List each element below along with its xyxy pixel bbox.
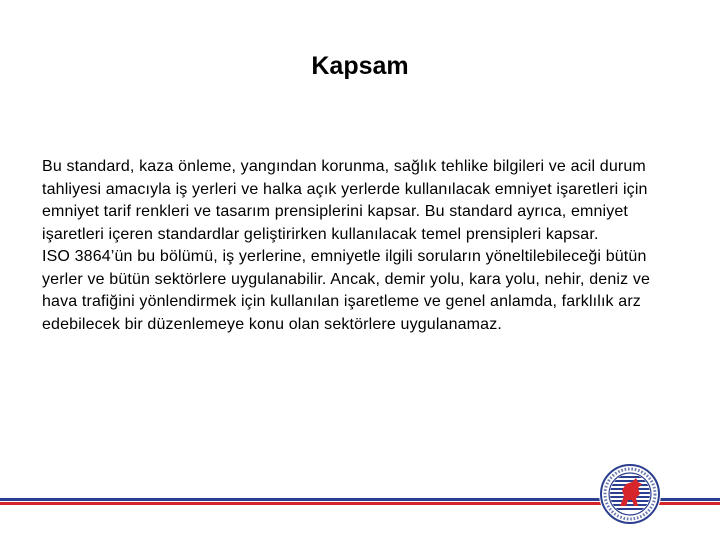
slide-body — [42, 156, 682, 336]
slide-title: Kapsam — [311, 52, 409, 80]
university-seal-icon — [598, 462, 662, 526]
body-paragraph-scope: Bu standard, kaza önleme, yangından korunma, sağlık tehlike bilgileri ve acil durum tahliyesi amacıyla iş yerleri ve halka açık yerlerde kullanılacak emniyet işaretleri için emniyet tarif renkleri ve tasarım prensiplerini kapsar. Bu standard ayrıca, emniyet işaretleri içeren standardlar geliştirirken kullanılacak temel prensipleri kapsar. — [42, 158, 648, 243]
body-paragraph-applicability: ISO 3864’ün bu bölümü, iş yerlerine, emniyetle ilgili soruların yöneltilebileceği bütün yerler ve bütün sektörlere uygulanabilir. Ancak, demir yolu, kara yolu, nehir, deniz ve hava trafiğini yönlendirmek için kullanılan işaretleme ve genel anlamda, farklılık arz edebilecek bir düzenlemeye konu olan sektörlere uygulanamaz. — [42, 248, 651, 333]
university-seal-graphic — [598, 462, 662, 526]
